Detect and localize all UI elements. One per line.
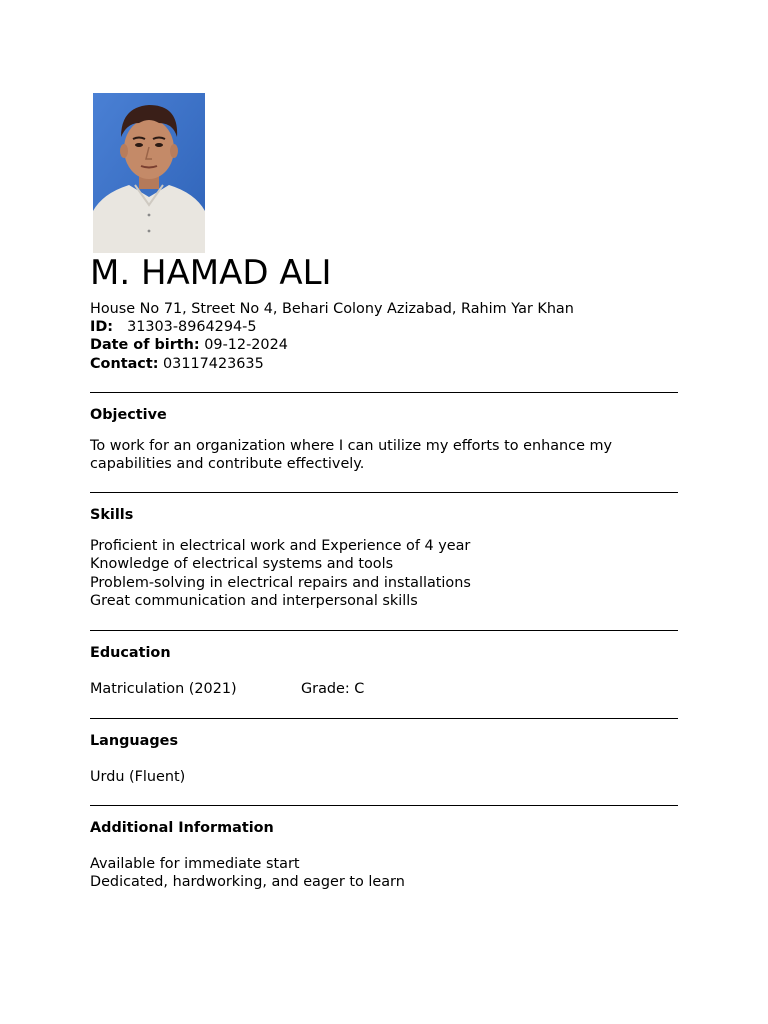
language-item: Urdu (Fluent)	[90, 769, 186, 785]
objective-line: capabilities and contribute effectively.	[90, 456, 365, 473]
section-divider	[90, 718, 678, 719]
phone-line	[90, 355, 574, 373]
id-value: 31303-8964294-5	[127, 319, 257, 336]
education-row	[90, 680, 365, 698]
section-divider	[90, 392, 678, 393]
additional-item: Available for immediate start	[90, 856, 300, 872]
section-divider	[90, 630, 678, 631]
education-grade: Grade: C	[301, 681, 365, 697]
dob-line	[90, 336, 574, 354]
section-divider	[90, 805, 678, 806]
skills-list	[90, 537, 471, 611]
skill-item: Knowledge of electrical systems and tools	[90, 556, 394, 573]
dob-value: 09-12-2024	[204, 337, 288, 354]
languages-heading: Languages	[90, 733, 179, 749]
education-qualification: Matriculation (2021)	[90, 681, 237, 697]
objective-text	[90, 437, 612, 474]
profile-photo	[93, 93, 205, 253]
skill-item: Problem-solving in electrical repairs and installations	[90, 574, 471, 591]
additional-heading: Additional Information	[90, 820, 274, 836]
languages-list	[90, 768, 185, 786]
contact-value: 03117423635	[163, 355, 264, 372]
objective-heading: Objective	[90, 407, 167, 423]
skills-heading: Skills	[90, 507, 134, 523]
id-label: ID:	[90, 319, 114, 336]
id-line	[90, 318, 574, 336]
dob-label: Date of birth:	[90, 337, 200, 354]
skill-item: Great communication and interpersonal skills	[90, 593, 418, 610]
section-divider	[90, 492, 678, 493]
person-portrait-icon	[93, 93, 205, 253]
skill-item: Proficient in electrical work and Experience of 4 year	[90, 538, 471, 554]
additional-list	[90, 855, 405, 892]
contact-label: Contact:	[90, 355, 159, 372]
address: House No 71, Street No 4, Behari Colony Azizabad, Rahim Yar Khan	[90, 301, 574, 317]
education-heading: Education	[90, 645, 171, 661]
additional-item: Dedicated, hardworking, and eager to learn	[90, 874, 405, 891]
objective-line: To work for an organization where I can utilize my efforts to enhance my	[90, 438, 613, 454]
candidate-name: M. HAMAD ALI	[90, 253, 332, 293]
contact-block	[90, 300, 574, 373]
